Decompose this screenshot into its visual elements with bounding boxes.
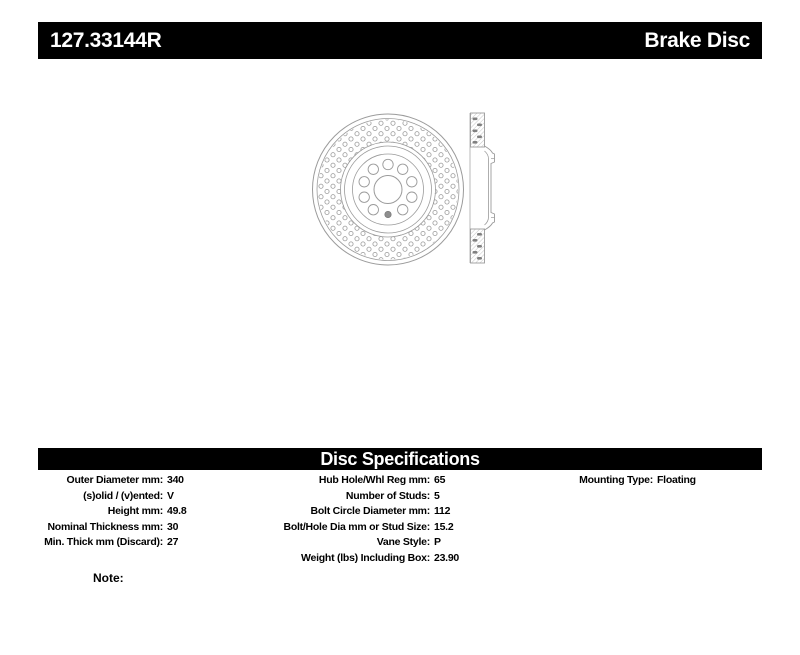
spec-value: 27 xyxy=(167,536,179,548)
spec-value: 5 xyxy=(434,489,440,502)
spec-label: Hub Hole/Whl Reg mm: xyxy=(318,474,430,486)
spec-label: Vane Style: xyxy=(376,536,430,548)
spec-label: Nominal Thickness mm: xyxy=(47,520,163,533)
spec-row xyxy=(38,473,186,489)
spec-label: Outer Diameter mm: xyxy=(66,474,163,486)
spec-row xyxy=(280,473,459,489)
spec-value: V xyxy=(167,489,174,502)
technical-drawing xyxy=(300,103,500,273)
spec-row xyxy=(280,535,459,551)
spec-value: 49.8 xyxy=(167,505,187,517)
note-label: Note: xyxy=(93,571,124,585)
spec-column-right xyxy=(540,473,696,489)
part-number: 127.33144R xyxy=(50,28,162,52)
spec-label: (s)olid / (v)ented: xyxy=(83,489,163,502)
spec-label: Min. Thick mm (Discard): xyxy=(44,536,163,548)
spec-row xyxy=(38,520,186,536)
spec-label: Bolt Circle Diameter mm: xyxy=(310,505,430,517)
bolt-holes xyxy=(359,159,417,215)
spec-row xyxy=(280,504,459,520)
spec-value: 65 xyxy=(434,474,446,486)
center-bore xyxy=(374,176,402,204)
brake-disc-cross-section xyxy=(470,113,495,263)
spec-label: Weight (lbs) Including Box: xyxy=(301,551,430,564)
product-title: Brake Disc xyxy=(644,28,750,52)
header-bar xyxy=(38,22,762,59)
hat-profile-inner xyxy=(485,151,489,225)
disc-specifications-bar xyxy=(38,448,762,470)
spec-row xyxy=(280,489,459,505)
section-title: Disc Specifications xyxy=(320,449,480,469)
spec-row xyxy=(38,489,186,505)
spec-row xyxy=(38,504,186,520)
spec-row xyxy=(280,551,459,567)
set-screw-hole xyxy=(385,211,391,217)
drilled-holes-pattern xyxy=(318,120,458,260)
spec-label: Bolt/Hole Dia mm or Stud Size: xyxy=(283,520,430,533)
spec-label: Number of Studs: xyxy=(345,489,430,502)
spec-row xyxy=(280,520,459,536)
spec-value: 15.2 xyxy=(434,520,454,533)
spec-label: Mounting Type: xyxy=(579,474,653,486)
spec-value: 23.90 xyxy=(434,551,460,564)
spec-row xyxy=(38,535,186,551)
spec-column-left xyxy=(38,473,186,551)
spec-value: Floating xyxy=(657,474,696,486)
spec-row xyxy=(540,473,696,489)
spec-value: 30 xyxy=(167,520,179,533)
spec-value: P xyxy=(434,536,441,548)
spec-column-middle xyxy=(280,473,459,566)
brake-disc-front-view xyxy=(313,114,464,265)
spec-value: 340 xyxy=(167,474,184,486)
spec-label: Height mm: xyxy=(107,505,163,517)
spec-value: 112 xyxy=(434,505,451,517)
